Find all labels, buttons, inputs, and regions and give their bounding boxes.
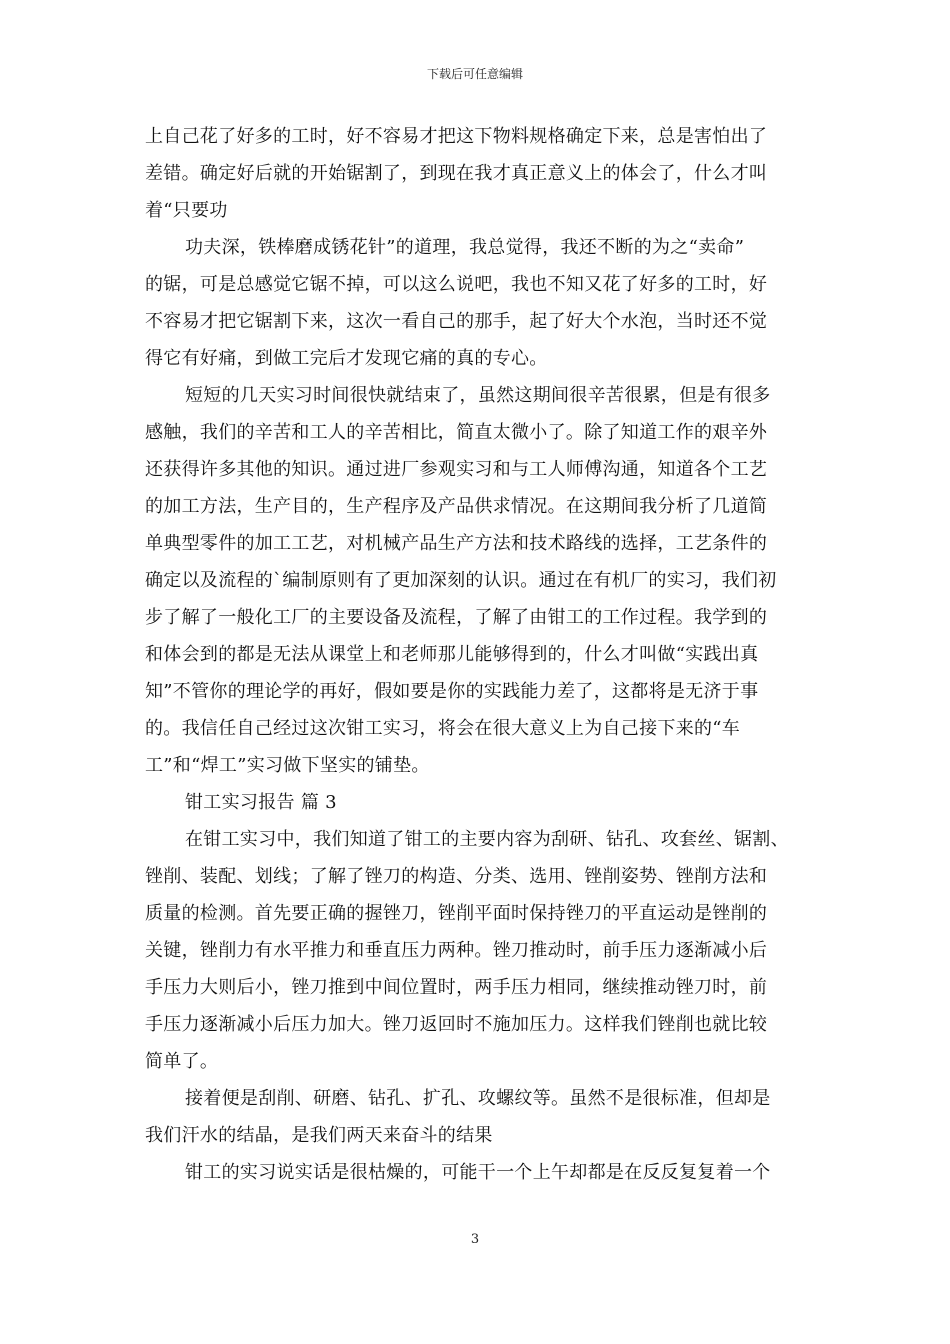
text-line: 感触，我们的辛苦和工人的辛苦相比，简直太微小了。除了知道工作的艰辛外	[145, 422, 768, 443]
text-line: 的加工方法，生产目的，生产程序及产品供求情况。在这期间我分析了几道简	[145, 496, 768, 517]
text-line: 功夫深，铁棒磨成锈花针”的道理，我总觉得，我还不断的为之“卖命”	[185, 237, 745, 258]
text-line: 钳工的实习说实话是很枯燥的，可能干一个上午却都是在反反复复着一个	[185, 1162, 771, 1183]
text-line: 确定以及流程的`编制原则有了更加深刻的认识。通过在有机厂的实习，我们初	[145, 570, 777, 591]
text-line: 工”和“焊工”实习做下坚实的铺垫。	[145, 755, 430, 776]
text-line: 短短的几天实习时间很快就结束了，虽然这期间很辛苦很累，但是有很多	[185, 385, 771, 406]
text-line: 我们汗水的结晶，是我们两天来奋斗的结果	[145, 1125, 493, 1146]
text-line: 还获得许多其他的知识。通过进厂参观实习和与工人师傅沟通，知道各个工艺	[145, 459, 768, 480]
text-line: 步了解了一般化工厂的主要设备及流程，了解了由钳工的工作过程。我学到的	[145, 607, 768, 628]
text-line: 和体会到的都是无法从课堂上和老师那儿能够得到的，什么才叫做“实践出真	[145, 644, 759, 665]
text-line: 在钳工实习中，我们知道了钳工的主要内容为刮研、钻孔、攻套丝、锯割、	[185, 829, 789, 850]
text-line: 得它有好痛，到做工完后才发现它痛的真的专心。	[145, 348, 548, 369]
document-body	[145, 118, 817, 1191]
text-line: 简单了。	[145, 1051, 219, 1072]
text-line: 单典型零件的加工工艺，对机械产品生产方法和技术路线的选择，工艺条件的	[145, 533, 768, 554]
text-line: 的。我信任自己经过这次钳工实习，将会在很大意义上为自己接下来的“车	[145, 718, 741, 739]
text-line: 不容易才把它锯割下来，这次一看自己的那手，起了好大个水泡，当时还不觉	[145, 311, 768, 332]
text-line: 锉削、装配、划线；了解了锉刀的构造、分类、选用、锉削姿势、锉削方法和	[145, 866, 768, 887]
text-line: 接着便是刮削、研磨、钻孔、扩孔、攻螺纹等。虽然不是很标准，但却是	[185, 1088, 771, 1109]
text-line: 上自己花了好多的工时，好不容易才把这下物料规格确定下来，总是害怕出了	[145, 126, 768, 147]
text-line: 手压力大则后小，锉刀推到中间位置时，两手压力相同，继续推动锉刀时，前	[145, 977, 768, 998]
text-line: 关键，锉削力有水平推力和垂直压力两种。锉刀推动时，前手压力逐渐减小后	[145, 940, 768, 961]
text-line: 差错。确定好后就的开始锯割了，到现在我才真正意义上的体会了，什么才叫	[145, 163, 768, 184]
text-line: 知”不管你的理论学的再好，假如要是你的实践能力差了，这都将是无济于事	[145, 681, 759, 702]
text-line: 手压力逐渐减小后压力加大。锉刀返回时不施加压力。这样我们锉削也就比较	[145, 1014, 768, 1035]
page-number: 3	[470, 1232, 480, 1247]
section-heading: 钳工实习报告 篇 3	[185, 792, 337, 813]
page-header: 下载后可任意编辑	[426, 67, 523, 81]
text-line: 的锯，可是总感觉它锯不掉，可以这么说吧，我也不知又花了好多的工时，好	[145, 274, 768, 295]
text-line: 着“只要功	[145, 200, 228, 221]
text-line: 质量的检测。首先要正确的握锉刀，锉削平面时保持锉刀的平直运动是锉削的	[145, 903, 768, 924]
